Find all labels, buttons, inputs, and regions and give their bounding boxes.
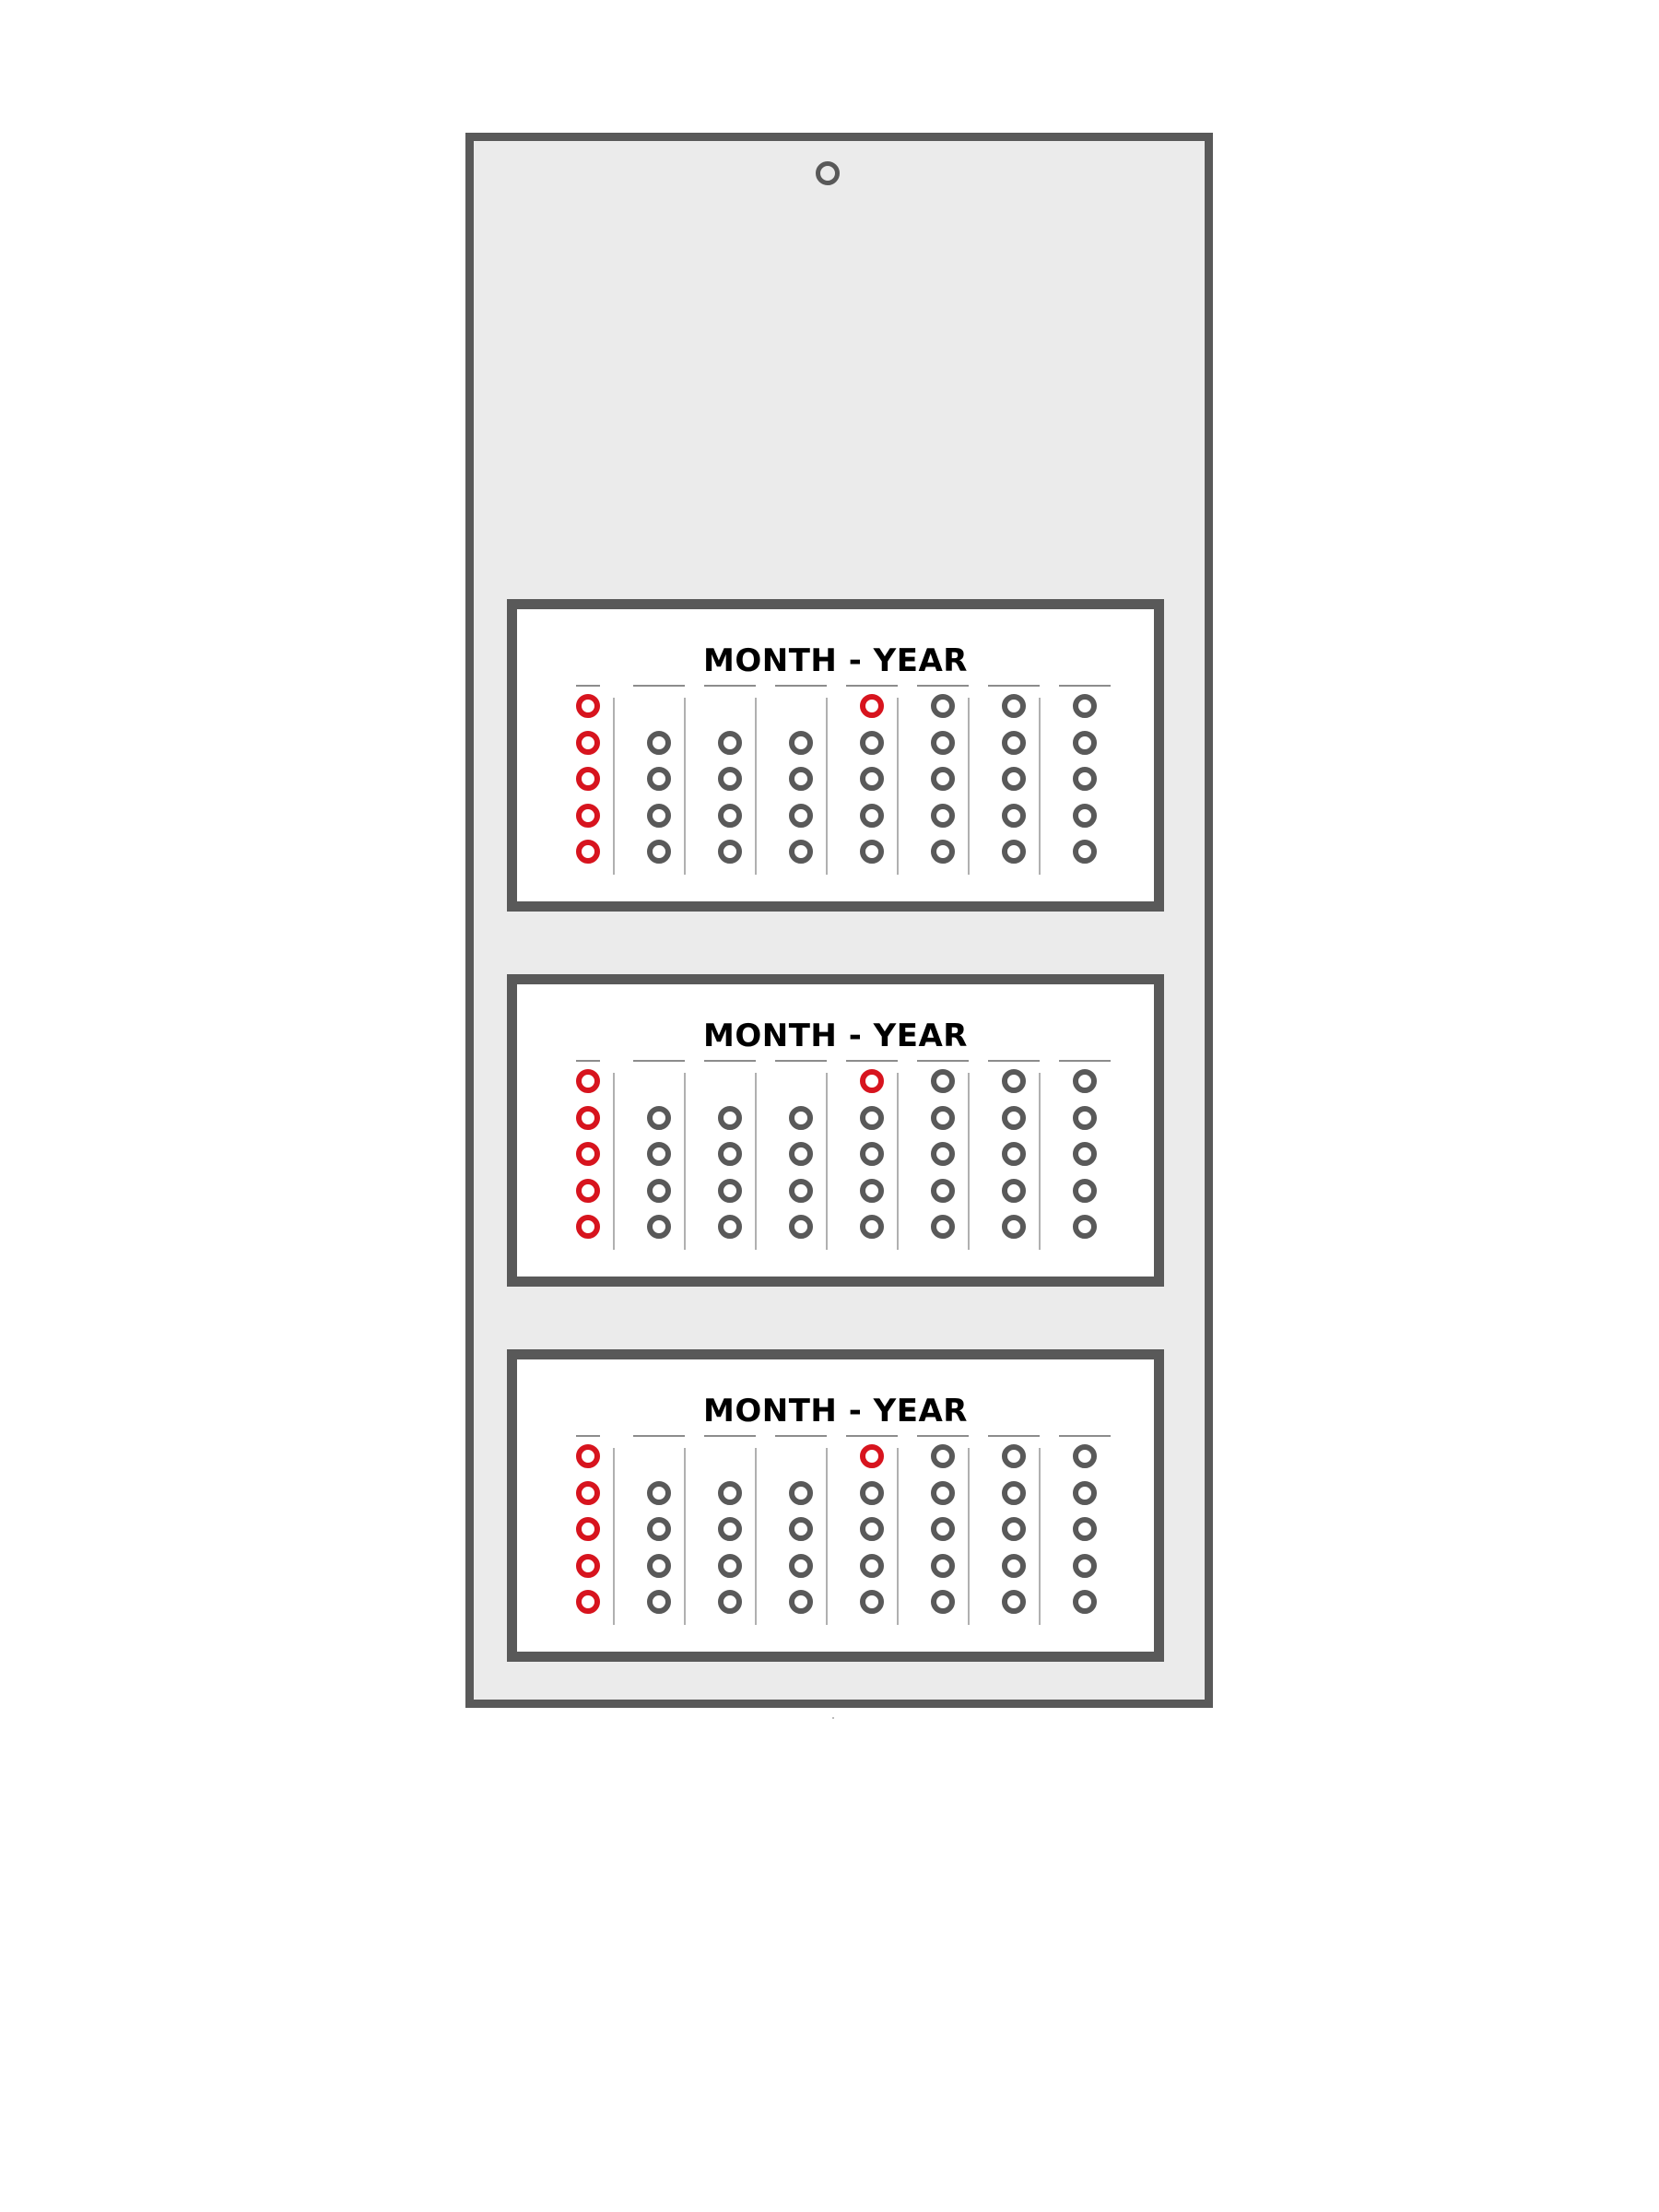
column-divider: [1039, 1073, 1041, 1250]
day-ring-icon: [1002, 1142, 1026, 1166]
day-ring-icon: [647, 1517, 671, 1541]
column-divider: [613, 1448, 615, 1625]
column-header-line: [775, 685, 827, 687]
day-ring-icon: [931, 1554, 955, 1578]
day-ring-icon: [789, 767, 813, 791]
panel-title: MONTH - YEAR: [703, 1393, 968, 1430]
day-ring-icon: [647, 1215, 671, 1239]
day-ring-icon: [718, 1106, 742, 1130]
day-ring-icon: [1073, 1069, 1097, 1093]
day-ring-icon: [1002, 1590, 1026, 1614]
day-ring-icon: [789, 1106, 813, 1130]
day-ring-icon: [718, 1590, 742, 1614]
day-ring-icon: [860, 1069, 884, 1093]
column-header-line: [846, 1435, 898, 1437]
column-header-line: [917, 1060, 969, 1062]
stray-dot: [832, 1717, 834, 1719]
day-ring-icon: [860, 1179, 884, 1203]
day-ring-icon: [931, 1481, 955, 1505]
day-ring-icon: [647, 767, 671, 791]
column-divider: [755, 1073, 757, 1250]
day-ring-icon: [718, 1481, 742, 1505]
day-ring-icon: [860, 731, 884, 755]
column-divider: [613, 698, 615, 875]
day-ring-icon: [931, 1106, 955, 1130]
day-ring-icon: [576, 1142, 600, 1166]
column-header-line: [633, 685, 685, 687]
day-ring-icon: [1002, 804, 1026, 828]
column-divider: [684, 1448, 686, 1625]
day-ring-icon: [789, 1179, 813, 1203]
day-ring-icon: [647, 1481, 671, 1505]
day-ring-icon: [1073, 694, 1097, 718]
day-ring-icon: [931, 731, 955, 755]
column-header-line: [1059, 1435, 1111, 1437]
column-divider: [826, 1073, 828, 1250]
day-ring-icon: [1002, 1106, 1026, 1130]
day-ring-icon: [860, 804, 884, 828]
column-header-line: [576, 685, 600, 687]
column-header-line: [704, 1060, 756, 1062]
column-divider: [826, 1448, 828, 1625]
day-ring-icon: [931, 804, 955, 828]
day-ring-icon: [576, 731, 600, 755]
column-header-line: [1059, 685, 1111, 687]
column-divider: [897, 1073, 899, 1250]
day-ring-icon: [576, 1106, 600, 1130]
day-ring-icon: [860, 1554, 884, 1578]
day-ring-icon: [789, 840, 813, 864]
day-ring-icon: [576, 1554, 600, 1578]
day-ring-icon: [789, 1142, 813, 1166]
day-ring-icon: [931, 767, 955, 791]
day-ring-icon: [576, 1444, 600, 1468]
column-divider: [968, 1073, 970, 1250]
hanger-hole-icon: [816, 161, 840, 185]
column-divider: [684, 698, 686, 875]
column-divider: [897, 698, 899, 875]
day-ring-icon: [1073, 1481, 1097, 1505]
day-ring-icon: [931, 1517, 955, 1541]
column-header-line: [988, 1435, 1040, 1437]
day-ring-icon: [1073, 767, 1097, 791]
column-divider: [755, 698, 757, 875]
day-ring-icon: [1002, 767, 1026, 791]
day-ring-icon: [1002, 1481, 1026, 1505]
day-ring-icon: [860, 1444, 884, 1468]
day-ring-icon: [860, 767, 884, 791]
day-ring-icon: [576, 840, 600, 864]
day-ring-icon: [1002, 731, 1026, 755]
day-ring-icon: [860, 1517, 884, 1541]
day-ring-icon: [1073, 1106, 1097, 1130]
day-ring-icon: [789, 1590, 813, 1614]
column-header-line: [704, 1435, 756, 1437]
day-ring-icon: [1002, 1179, 1026, 1203]
day-ring-icon: [1073, 1517, 1097, 1541]
column-header-line: [576, 1060, 600, 1062]
day-ring-icon: [1073, 1215, 1097, 1239]
day-ring-icon: [1073, 1179, 1097, 1203]
column-divider: [968, 1448, 970, 1625]
column-divider: [613, 1073, 615, 1250]
day-ring-icon: [1002, 1517, 1026, 1541]
column-header-line: [633, 1435, 685, 1437]
day-ring-icon: [718, 731, 742, 755]
day-ring-icon: [931, 1142, 955, 1166]
day-ring-icon: [647, 731, 671, 755]
day-ring-icon: [789, 1215, 813, 1239]
day-ring-icon: [576, 1069, 600, 1093]
column-header-line: [1059, 1060, 1111, 1062]
day-ring-icon: [860, 1215, 884, 1239]
day-ring-icon: [789, 804, 813, 828]
day-ring-icon: [1073, 804, 1097, 828]
column-divider: [897, 1448, 899, 1625]
column-header-line: [704, 685, 756, 687]
column-header-line: [846, 1060, 898, 1062]
column-header-line: [988, 685, 1040, 687]
column-header-line: [633, 1060, 685, 1062]
day-ring-icon: [789, 1517, 813, 1541]
day-ring-icon: [718, 1215, 742, 1239]
day-ring-icon: [647, 1590, 671, 1614]
column-header-line: [775, 1435, 827, 1437]
day-ring-icon: [718, 1517, 742, 1541]
day-ring-icon: [576, 1481, 600, 1505]
day-ring-icon: [1002, 840, 1026, 864]
column-divider: [1039, 1448, 1041, 1625]
day-ring-icon: [718, 804, 742, 828]
day-ring-icon: [576, 1179, 600, 1203]
day-ring-icon: [1002, 1069, 1026, 1093]
day-ring-icon: [576, 804, 600, 828]
day-ring-icon: [931, 1444, 955, 1468]
day-ring-icon: [647, 840, 671, 864]
day-ring-icon: [1073, 1142, 1097, 1166]
day-ring-icon: [1002, 1215, 1026, 1239]
column-header-line: [988, 1060, 1040, 1062]
column-divider: [755, 1448, 757, 1625]
day-ring-icon: [931, 1590, 955, 1614]
column-header-line: [576, 1435, 600, 1437]
day-ring-icon: [1073, 840, 1097, 864]
day-ring-icon: [647, 1554, 671, 1578]
column-divider: [968, 698, 970, 875]
column-divider: [826, 698, 828, 875]
day-ring-icon: [860, 1590, 884, 1614]
day-ring-icon: [718, 1554, 742, 1578]
day-ring-icon: [718, 1179, 742, 1203]
day-ring-icon: [1073, 731, 1097, 755]
column-divider: [684, 1073, 686, 1250]
day-ring-icon: [647, 1142, 671, 1166]
day-ring-icon: [647, 1179, 671, 1203]
panel-title: MONTH - YEAR: [703, 642, 968, 679]
day-ring-icon: [789, 1554, 813, 1578]
day-ring-icon: [860, 1481, 884, 1505]
day-ring-icon: [647, 1106, 671, 1130]
day-ring-icon: [576, 767, 600, 791]
day-ring-icon: [576, 1590, 600, 1614]
day-ring-icon: [789, 731, 813, 755]
day-ring-icon: [718, 840, 742, 864]
month-panel-2: [507, 974, 1164, 1287]
panel-title: MONTH - YEAR: [703, 1018, 968, 1054]
day-ring-icon: [931, 840, 955, 864]
day-ring-icon: [860, 1106, 884, 1130]
day-ring-icon: [1073, 1590, 1097, 1614]
day-ring-icon: [860, 840, 884, 864]
column-header-line: [846, 685, 898, 687]
day-ring-icon: [931, 1179, 955, 1203]
month-panel-3: [507, 1349, 1164, 1662]
day-ring-icon: [576, 694, 600, 718]
day-ring-icon: [647, 804, 671, 828]
day-ring-icon: [860, 1142, 884, 1166]
day-ring-icon: [860, 694, 884, 718]
day-ring-icon: [576, 1215, 600, 1239]
column-header-line: [917, 685, 969, 687]
day-ring-icon: [1073, 1554, 1097, 1578]
day-ring-icon: [718, 767, 742, 791]
day-ring-icon: [1073, 1444, 1097, 1468]
day-ring-icon: [576, 1517, 600, 1541]
day-ring-icon: [1002, 1444, 1026, 1468]
column-divider: [1039, 698, 1041, 875]
month-panel-1: [507, 599, 1164, 912]
day-ring-icon: [789, 1481, 813, 1505]
day-ring-icon: [931, 1069, 955, 1093]
day-ring-icon: [1002, 694, 1026, 718]
column-header-line: [775, 1060, 827, 1062]
column-header-line: [917, 1435, 969, 1437]
day-ring-icon: [718, 1142, 742, 1166]
day-ring-icon: [1002, 1554, 1026, 1578]
day-ring-icon: [931, 694, 955, 718]
day-ring-icon: [931, 1215, 955, 1239]
